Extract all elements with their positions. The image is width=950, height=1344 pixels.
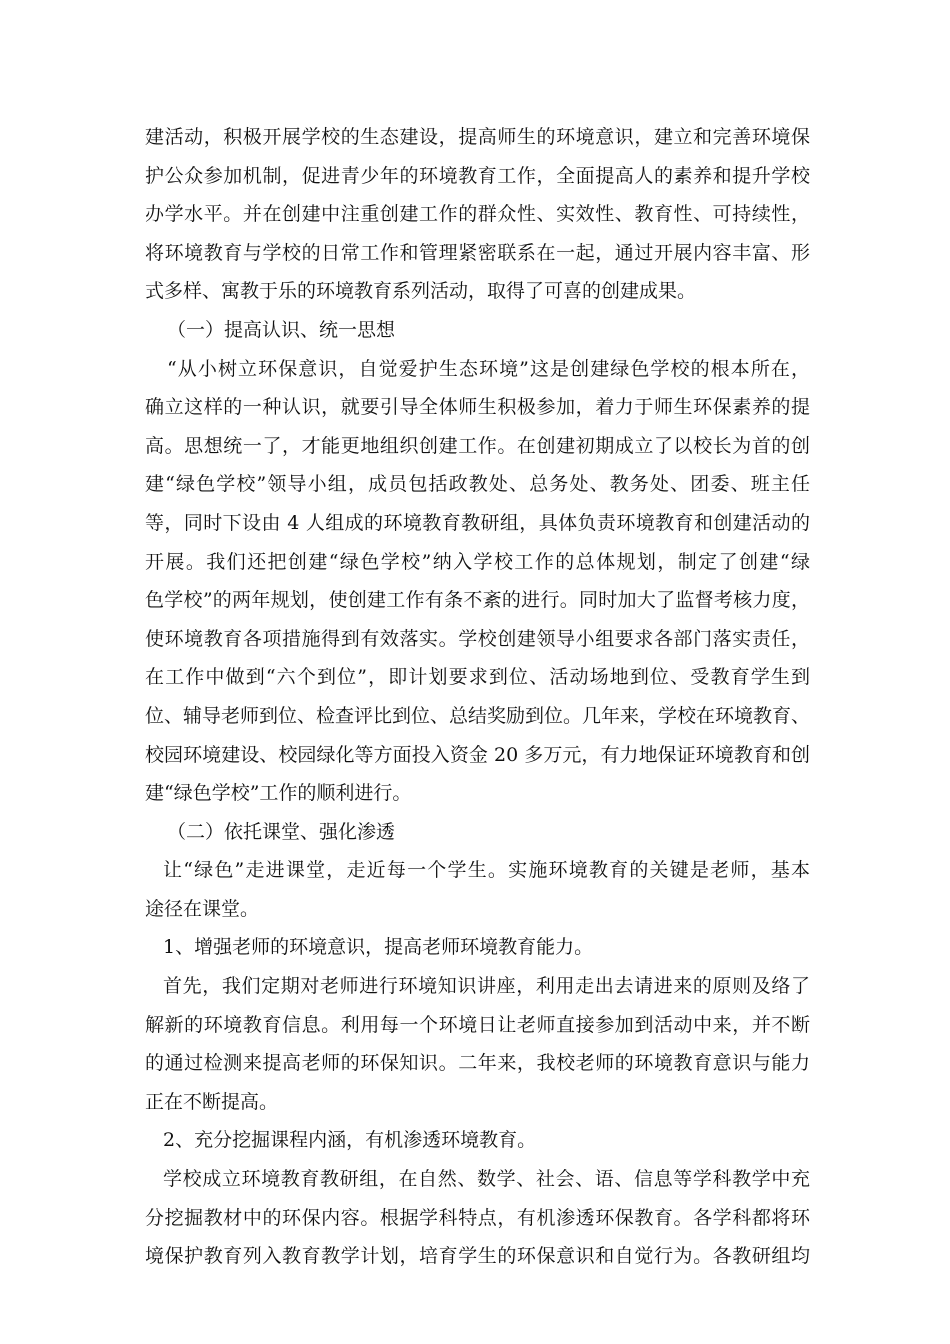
text-line: 开展。我们还把创建“绿色学校”纳入学校工作的总体规划，制定了创建“绿 xyxy=(145,550,810,573)
text-line: 建“绿色学校”工作的顺利进行。 xyxy=(145,782,412,805)
text-line: 等，同时下设由 4 人组成的环境教育教研组，具体负责环境教育和创建活动的 xyxy=(145,511,810,534)
text-line: 式多样、寓教于乐的环境教育系列活动，取得了可喜的创建成果。 xyxy=(145,280,697,303)
text-line: 色学校”的两年规划，使创建工作有条不紊的进行。同时加大了监督考核力度， xyxy=(145,589,810,612)
text-line: 在工作中做到“六个到位”，即计划要求到位、活动场地到位、受教育学生到 xyxy=(145,666,810,689)
subsection-heading: 1、增强老师的环境意识，提高老师环境教育能力。 xyxy=(163,936,594,959)
text-line: 将环境教育与学校的日常工作和管理紧密联系在一起，通过开展内容丰富、形 xyxy=(145,241,810,264)
text-line: 的通过检测来提高老师的环保知识。二年来，我校老师的环境教育意识与能力 xyxy=(145,1052,810,1075)
text-line: 护公众参加机制，促进青少年的环境教育工作，全面提高人的素养和提升学校 xyxy=(145,164,810,187)
text-line: 途径在课堂。 xyxy=(145,897,260,920)
subsection-heading: 2、充分挖掘课程内涵，有机渗透环境教育。 xyxy=(163,1129,537,1152)
body-text xyxy=(145,118,810,1276)
text-line: 建活动，积极开展学校的生态建设，提高师生的环境意识，建立和完善环境保 xyxy=(145,126,810,148)
text-line: 境保护教育列入教育教学计划，培育学生的环保意识和自觉行为。各教研组均 xyxy=(145,1245,810,1268)
text-line: 学校成立环境教育教研组，在自然、数学、社会、语、信息等学科教学中充 xyxy=(163,1168,810,1191)
text-line: 正在不断提高。 xyxy=(145,1090,279,1113)
text-line: 校园环境建设、校园绿化等方面投入资金 20 多万元，有力地保证环境教育和创 xyxy=(145,743,810,766)
text-line: 首先，我们定期对老师进行环境知识讲座，利用走出去请进来的原则及络了 xyxy=(163,975,810,998)
text-line: 位、辅导老师到位、检查评比到位、总结奖励到位。几年来，学校在环境教育、 xyxy=(145,704,811,727)
text-line: 使环境教育各项措施得到有效落实。学校创建领导小组要求各部门落实责任， xyxy=(145,627,810,650)
text-line: “从小树立环保意识，自觉爱护生态环境”这是创建绿色学校的根本所在， xyxy=(167,357,810,380)
section-heading: （一）提高认识、统一思想 xyxy=(167,318,396,341)
text-line: 分挖掘教材中的环保内容。根据学科特点，有机渗透环保教育。各学科都将环 xyxy=(145,1206,810,1229)
text-line: 高。思想统一了，才能更地组织创建工作。在创建初期成立了以校长为首的创 xyxy=(145,434,810,457)
section-heading: （二）依托课堂、强化渗透 xyxy=(167,820,396,843)
text-line: 让“绿色”走进课堂，走近每一个学生。实施环境教育的关键是老师，基本 xyxy=(163,859,810,882)
text-line: 确立这样的一种认识，就要引导全体师生积极参加，着力于师生环保素养的提 xyxy=(145,396,810,419)
text-line: 建“绿色学校”领导小组，成员包括政教处、总务处、教务处、团委、班主任 xyxy=(145,473,810,496)
text-line: 办学水平。并在创建中注重创建工作的群众性、实效性、教育性、可持续性， xyxy=(145,203,810,226)
text-line: 解新的环境教育信息。利用每一个环境日让老师直接参加到活动中来，并不断 xyxy=(145,1013,810,1036)
